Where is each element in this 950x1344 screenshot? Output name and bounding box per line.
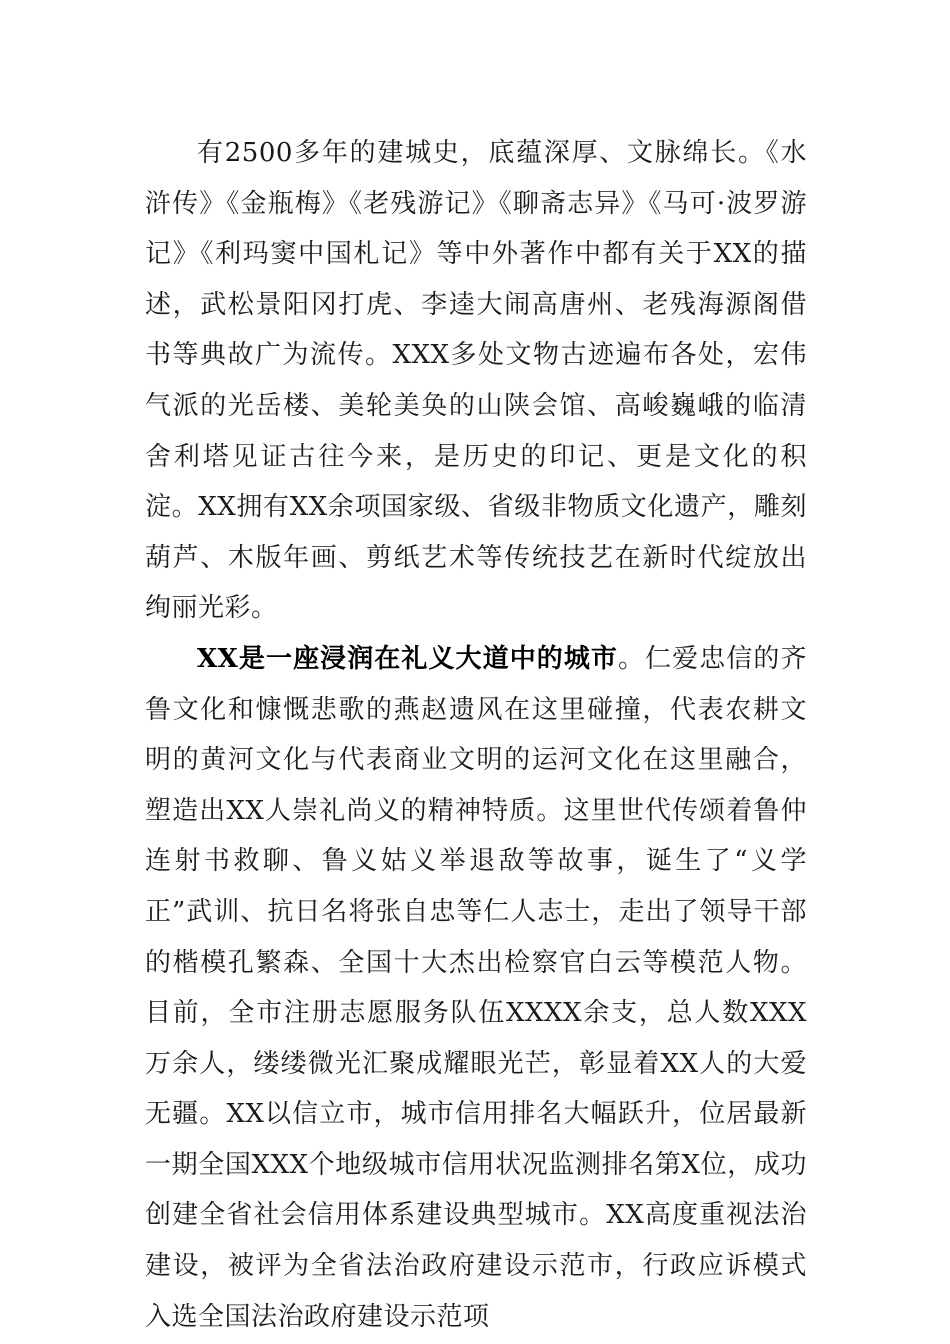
paragraph-history bbox=[145, 128, 807, 634]
paragraph-lead: XX是一座浸润在礼义大道中的城市 bbox=[197, 643, 619, 674]
paragraph-text: 。仁爱忠信的齐鲁文化和慷慨悲歌的燕赵遗风在这里碰撞，代表农耕文明的黄河文化与代表商业文明的运河文化在这里融合，塑造出XX人崇礼尚义的精神特质。这里世代传颂着鲁仲连射书救聊、鲁义姑义举退敌等故事，诞生了“义学正”武训、抗日名将张自忠等仁人志士，走出了领导干部的楷模孔繁森、全国十大杰出检察官白云等模范人物。目前，全市注册志愿服务队伍XXXX余支，总人数XXX万余人，缕缕微光汇聚成耀眼光芒，彰显着XX人的大爱无疆。XX以信立市，城市信用排名大幅跃升，位居最新一期全国XXX个地级城市信用状况监测排名第X位，成功创建全省社会信用体系建设典型城市。XX高度重视法治建设，被评为全省法治政府建设示范市，行政应诉模式入选全国法治政府建设示范项 bbox=[145, 643, 807, 1332]
paragraph-text: 有2500多年的建城史，底蕴深厚、文脉绵长。《水浒传》《金瓶梅》《老残游记》《聊斋志异》《马可·波罗游记》《利玛窦中国札记》等中外著作中都有关于XX的描述，武松景阳冈打虎、李逵大闹高唐州、老残海源阁借书等典故广为流传。XXX多处文物古迹遍布各处，宏伟气派的光岳楼、美轮美奂的山陕会馆、高峻巍峨的临清舍利塔见证古往今来，是历史的印记、更是文化的积淀。XX拥有XX余项国家级、省级非物质文化遗产，雕刻葫芦、木版年画、剪纸艺术等传统技艺在新时代绽放出绚丽光彩。 bbox=[145, 138, 807, 624]
paragraph-etiquette bbox=[145, 634, 807, 1342]
document-body bbox=[145, 128, 807, 1342]
